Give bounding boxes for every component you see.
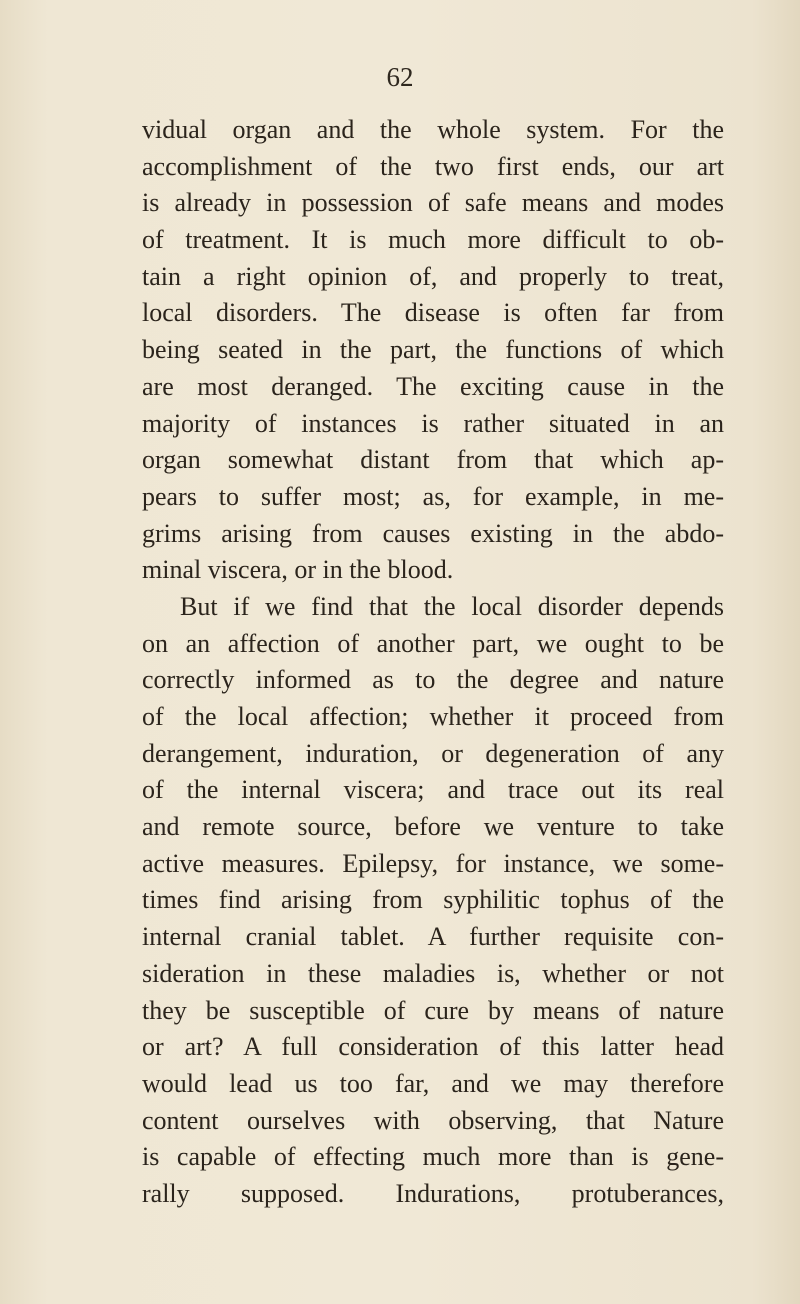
text-line: on an affection of another part, we ought to be: [142, 628, 724, 658]
text-line: local disorders. The disease is often far from: [142, 298, 724, 328]
text-line: is capable of effecting much more than is gene-: [142, 1142, 724, 1172]
text-line: is already in possession of safe means and modes: [142, 188, 724, 218]
page-number: 62: [386, 62, 414, 92]
paragraph-start-line: But if we find that the local disorder depends: [180, 591, 724, 621]
text-line: or art? A full consideration of this latter head: [142, 1032, 724, 1062]
text-line: internal cranial tablet. A further requisite con-: [142, 922, 724, 952]
body-text: [142, 112, 724, 1213]
text-line: times find arising from syphilitic tophus of the: [142, 885, 724, 915]
text-line: majority of instances is rather situated in an: [142, 408, 724, 438]
paragraph-end-line: minal viscera, or in the blood.: [142, 555, 454, 585]
text-line: grims arising from causes existing in the abdo-: [142, 518, 724, 548]
text-line: pears to suffer most; as, for example, in me-: [142, 481, 724, 511]
text-line: sideration in these maladies is, whether or not: [142, 958, 724, 988]
text-line: correctly informed as to the degree and nature: [142, 665, 724, 695]
text-line: are most deranged. The exciting cause in the: [142, 371, 724, 401]
text-line: rally supposed. Indurations, protuberances,: [142, 1178, 724, 1208]
text-line: would lead us too far, and we may therefore: [142, 1068, 724, 1098]
text-line: and remote source, before we venture to take: [142, 812, 724, 842]
text-line: of treatment. It is much more difficult to ob-: [142, 225, 724, 255]
text-line: of the internal viscera; and trace out its real: [142, 775, 724, 805]
text-line: of the local affection; whether it proceed from: [142, 702, 724, 731]
text-line: vidual organ and the whole system. For the: [142, 115, 724, 144]
text-line: derangement, induration, or degeneration of any: [142, 738, 724, 768]
text-line: organ somewhat distant from that which ap-: [142, 445, 724, 475]
text-line: being seated in the part, the functions of which: [142, 335, 724, 365]
text-line: accomplishment of the two first ends, our art: [142, 151, 724, 181]
text-line: they be susceptible of cure by means of nature: [142, 995, 724, 1025]
text-line: content ourselves with observing, that Nature: [142, 1105, 724, 1135]
text-line: active measures. Epilepsy, for instance, we some-: [142, 848, 724, 878]
text-line: tain a right opinion of, and properly to treat,: [142, 261, 724, 291]
